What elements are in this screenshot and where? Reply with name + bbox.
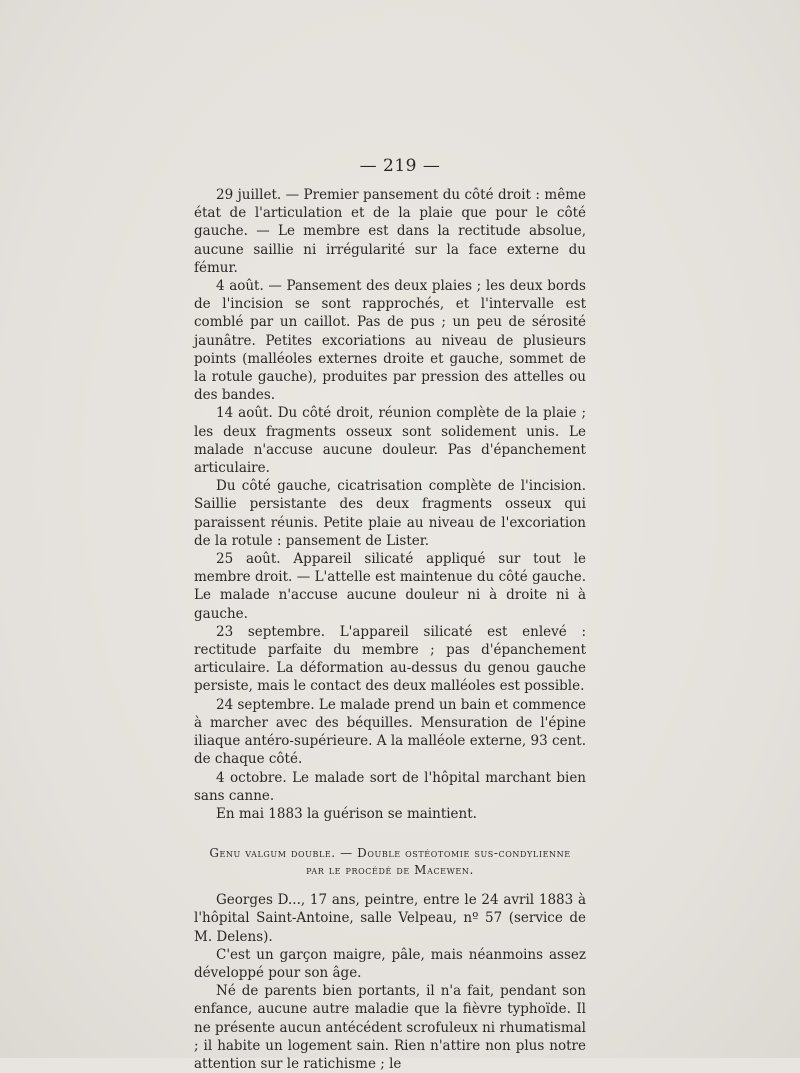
paragraph: C'est un garçon maigre, pâle, mais néanmoins assez développé pour son âge. — [194, 946, 586, 981]
heading-line: par le procédé de Macewen. — [306, 863, 474, 878]
paragraph: Georges D..., 17 ans, peintre, entre le 24 avril 1883 à l'hôpital Saint-Antoine, salle Velpeau, nº 57 (service de M. Delens). — [194, 892, 586, 945]
paragraph: 29 juillet. — Premier pansement du côté droit : même état de l'articulation et de la plaie que pour le côté gauche. — Le membre est dans la rectitude absolue, aucune saillie ni irrégularité sur la face externe du fémur. — [194, 187, 586, 276]
paragraph: 14 août. Du côté droit, réunion complète de la plaie ; les deux fragments osseux sont solidement unis. Le malade n'accuse aucune douleur. Pas d'épanchement articulaire. — [194, 405, 586, 477]
paragraph: 24 septembre. Le malade prend un bain et commence à marcher avec des béquilles. Mensuration de l'épine iliaque antéro-supérieure. A la malléole externe, 93 cent. de chaque côté. — [194, 696, 586, 768]
paragraph: En mai 1883 la guérison se maintient. — [216, 805, 477, 822]
paragraph: Du côté gauche, cicatrisation complète de l'incision. Saillie persistante des deux fragments osseux qui paraissent réunis. Petite plaie au niveau de l'excoriation de la rotule : pansement de Lister. — [194, 478, 586, 549]
paragraph: 4 août. — Pansement des deux plaies ; les deux bords de l'incision se sont rapprochés, et l'intervalle est comblé par un caillot. Pas de pus ; un peu de sérosité jaunâtre. Petites excoriations au niveau de plusieurs points (malléoles externes droite et gauche, sommet de la rotule gauche), produites par pression des attelles ou des bandes. — [194, 278, 586, 404]
heading-line: Genu valgum double. — Double ostéotomie sus-condylienne — [209, 846, 571, 861]
paragraph: 23 septembre. L'appareil silicaté est enlevé : rectitude parfaite du membre ; pas d'épanchement articulaire. La déformation au-dessus du genou gauche persiste, mais le contact des deux malléoles est possible. — [194, 623, 586, 695]
body-text — [194, 186, 586, 1073]
paragraph: 25 août. Appareil silicaté appliqué sur tout le membre droit. — L'attelle est maintenue du côté gauche. Le malade n'accuse aucune douleur ni à droite ni à gauche. — [194, 551, 586, 622]
section-heading — [194, 845, 586, 879]
page-number: — 219 — — [359, 156, 441, 176]
paragraph: Né de parents bien portants, il n'a fait, pendant son enfance, aucune autre maladie que la fièvre typhoïde. Il ne présente aucun antécédent scrofuleux ni rhumatismal ; il habite un logement sain. Rien n'attire non plus notre attention sur le ratichisme ; le — [194, 983, 586, 1072]
paragraph: 4 octobre. Le malade sort de l'hôpital marchant bien sans canne. — [194, 769, 586, 804]
